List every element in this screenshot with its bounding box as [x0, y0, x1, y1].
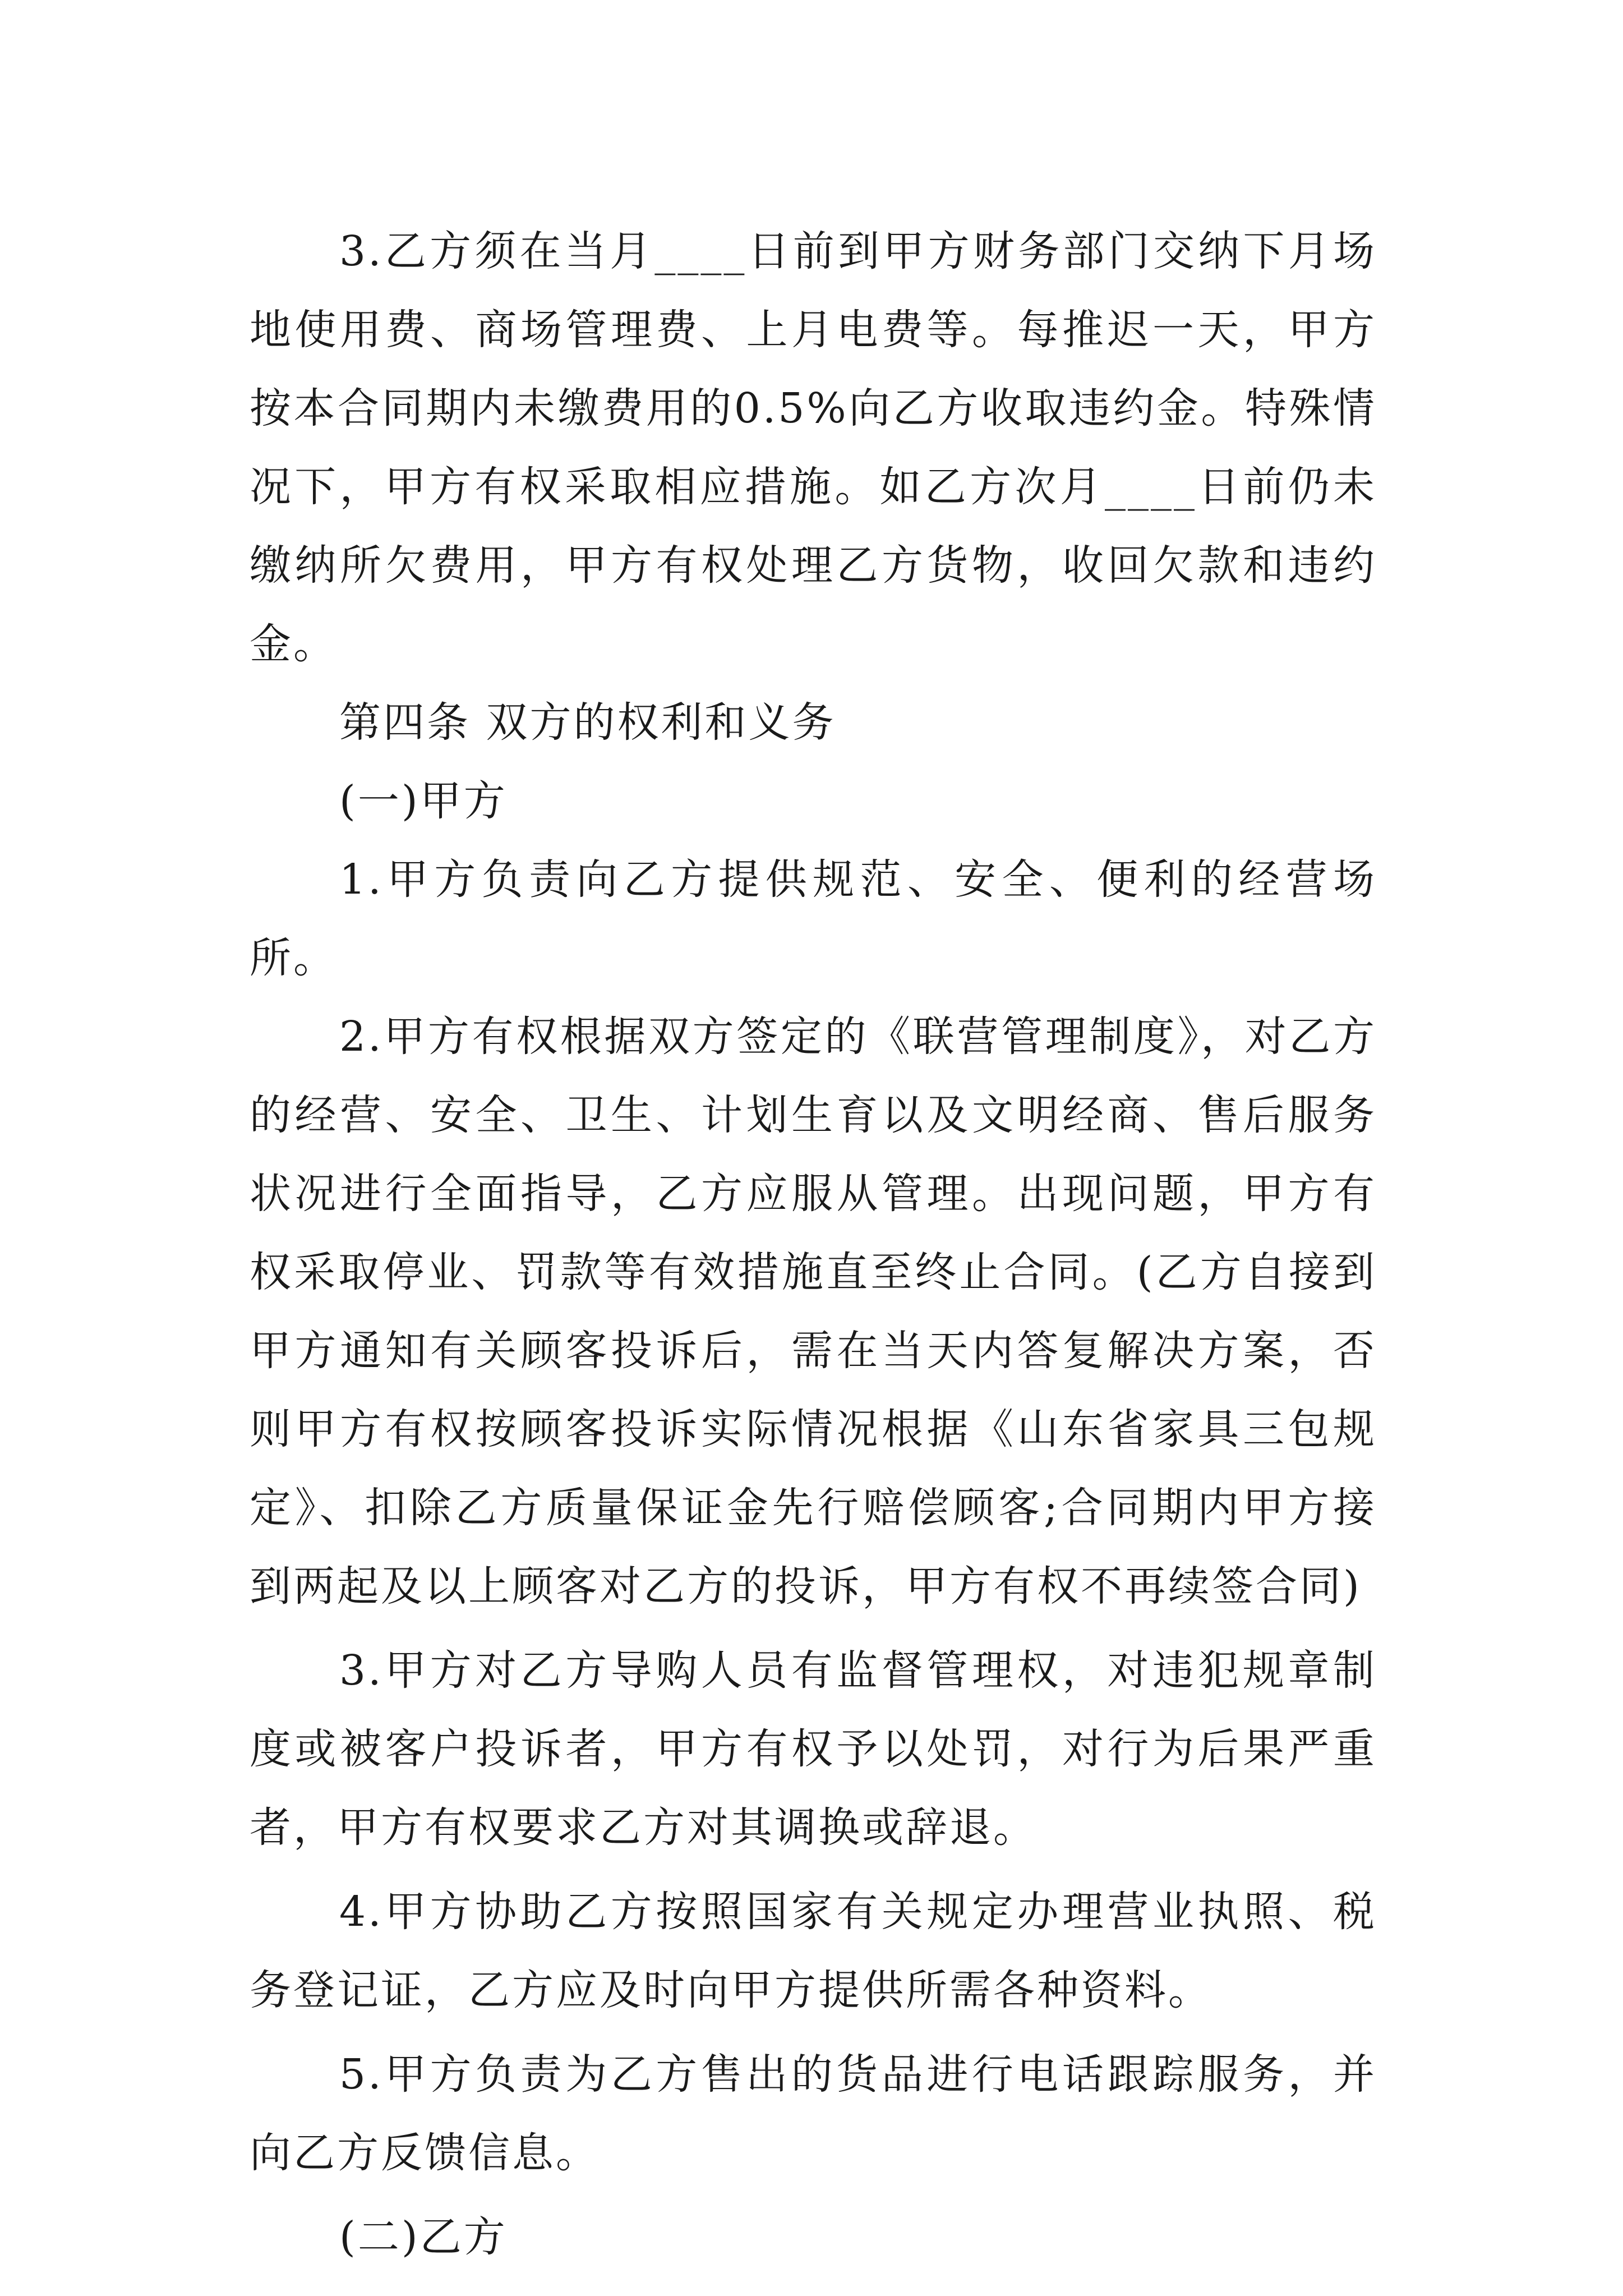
party-a-item-5: 5.甲方负责为乙方售出的货品进行电话跟踪服务，并向乙方反馈信息。: [250, 2050, 1377, 2177]
article-4-heading: 第四条 双方的权利和义务: [339, 698, 836, 747]
party-a-item-4: 4.甲方协助乙方按照国家有关规定办理营业执照、税务登记证，乙方应及时向甲方提供所需各种资料。: [250, 1888, 1377, 2014]
party-a-item-2: 2.甲方有权根据双方签定的《联营管理制度》，对乙方的经营、安全、卫生、计划生育以及文明经商、售后服务状况进行全面指导，乙方应服从管理。出现问题，甲方有权采取停业、罚款等有效措施直至终止合同。(乙方自接到甲方通知有关顾客投诉后，需在当天内答复解决方案，否则甲方有权按顾客投诉实际情况根据《山东省家具三包规定》、扣除乙方质量保证金先行赔偿顾客;合同期内甲方接到两起及以上顾客对乙方的投诉，甲方有权不再续签合同): [250, 1013, 1377, 1611]
clause-3-payment-terms: 3.乙方须在当月____日前到甲方财务部门交纳下月场地使用费、商场管理费、上月电费等。每推迟一天，甲方按本合同期内未缴费用的0.5%向乙方收取违约金。特殊情况下，甲方有权采取相应措施。如乙方次月____日前仍未缴纳所欠费用，甲方有权处理乙方货物，收回欠款和违约金。: [250, 227, 1377, 668]
party-a-item-3: 3.甲方对乙方导购人员有监督管理权，对违犯规章制度或被客户投诉者，甲方有权予以处罚，对行为后果严重者，甲方有权要求乙方对其调换或辞退。: [250, 1646, 1377, 1852]
section-party-b-heading: (二)乙方: [339, 2213, 508, 2261]
section-party-a-heading: (一)甲方: [339, 777, 508, 825]
party-a-item-1: 1.甲方负责向乙方提供规范、安全、便利的经营场所。: [250, 855, 1377, 982]
document-body: [250, 212, 1377, 2276]
